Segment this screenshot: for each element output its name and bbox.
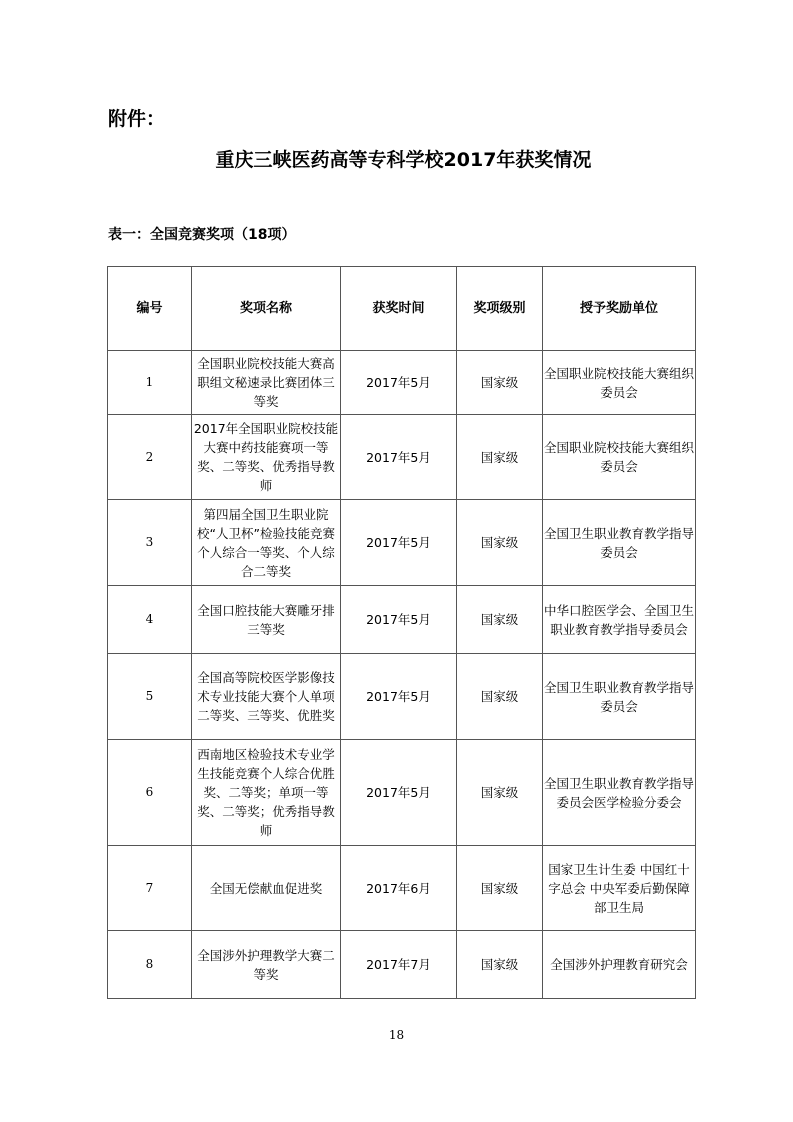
- row-number: 8: [108, 931, 192, 999]
- row-number: 3: [108, 500, 192, 586]
- award-level: 国家级: [457, 846, 543, 931]
- award-level: 国家级: [457, 351, 543, 415]
- table-row: [108, 654, 696, 740]
- column-header-award-level: 奖项级别: [457, 267, 543, 351]
- award-name: 2017年全国职业院校技能大赛中药技能赛项一等奖、二等奖、优秀指导教师: [192, 415, 341, 500]
- awarding-org: 国家卫生计生委 中国红十字总会 中央军委后勤保障部卫生局: [543, 846, 696, 931]
- table-row: [108, 415, 696, 500]
- table-row: [108, 931, 696, 999]
- award-level: 国家级: [457, 654, 543, 740]
- awarding-org: 全国涉外护理教育研究会: [543, 931, 696, 999]
- column-header-award-name: 奖项名称: [192, 267, 341, 351]
- award-name: 全国职业院校技能大赛高职组文秘速录比赛团体三等奖: [192, 351, 341, 415]
- column-header-award-date: 获奖时间: [341, 267, 457, 351]
- awards-table: [107, 266, 696, 999]
- award-name: 全国高等院校医学影像技术专业技能大赛个人单项二等奖、三等奖、优胜奖: [192, 654, 341, 740]
- row-number: 5: [108, 654, 192, 740]
- table-row: [108, 500, 696, 586]
- award-date: 2017年5月: [341, 740, 457, 846]
- award-date: 2017年5月: [341, 500, 457, 586]
- award-level: 国家级: [457, 500, 543, 586]
- awarding-org: 全国卫生职业教育教学指导委员会医学检验分委会: [543, 740, 696, 846]
- award-date: 2017年5月: [341, 351, 457, 415]
- award-name: 第四届全国卫生职业院校“人卫杯”检验技能竞赛个人综合一等奖、个人综合二等奖: [192, 500, 341, 586]
- award-date: 2017年5月: [341, 586, 457, 654]
- row-number: 4: [108, 586, 192, 654]
- award-level: 国家级: [457, 586, 543, 654]
- column-header-awarding-org: 授予奖励单位: [543, 267, 696, 351]
- award-date: 2017年5月: [341, 415, 457, 500]
- table-row: [108, 351, 696, 415]
- awarding-org: 中华口腔医学会、全国卫生职业教育教学指导委员会: [543, 586, 696, 654]
- award-name: 全国涉外护理教学大赛二等奖: [192, 931, 341, 999]
- award-name: 西南地区检验技术专业学生技能竞赛个人综合优胜奖、二等奖；单项一等奖、二等奖；优秀指导教师: [192, 740, 341, 846]
- awarding-org: 全国职业院校技能大赛组织委员会: [543, 415, 696, 500]
- award-date: 2017年6月: [341, 846, 457, 931]
- award-date: 2017年5月: [341, 654, 457, 740]
- page-number: 18: [388, 1028, 405, 1042]
- award-level: 国家级: [457, 415, 543, 500]
- awarding-org: 全国职业院校技能大赛组织委员会: [543, 351, 696, 415]
- table-caption: 表一：全国竞赛奖项（18项）: [108, 227, 296, 243]
- row-number: 7: [108, 846, 192, 931]
- row-number: 6: [108, 740, 192, 846]
- award-date: 2017年7月: [341, 931, 457, 999]
- table-row: [108, 586, 696, 654]
- awarding-org: 全国卫生职业教育教学指导委员会: [543, 654, 696, 740]
- page-title: 重庆三峡医药高等专科学校2017年获奖情况: [215, 149, 592, 171]
- attachment-label: 附件：: [108, 108, 166, 130]
- table-row: [108, 740, 696, 846]
- table-row: [108, 846, 696, 931]
- award-name: 全国口腔技能大赛雕牙排三等奖: [192, 586, 341, 654]
- awarding-org: 全国卫生职业教育教学指导委员会: [543, 500, 696, 586]
- table-header-row: [108, 267, 696, 351]
- row-number: 2: [108, 415, 192, 500]
- award-level: 国家级: [457, 931, 543, 999]
- row-number: 1: [108, 351, 192, 415]
- award-name: 全国无偿献血促进奖: [192, 846, 341, 931]
- column-header-number: 编号: [108, 267, 192, 351]
- award-level: 国家级: [457, 740, 543, 846]
